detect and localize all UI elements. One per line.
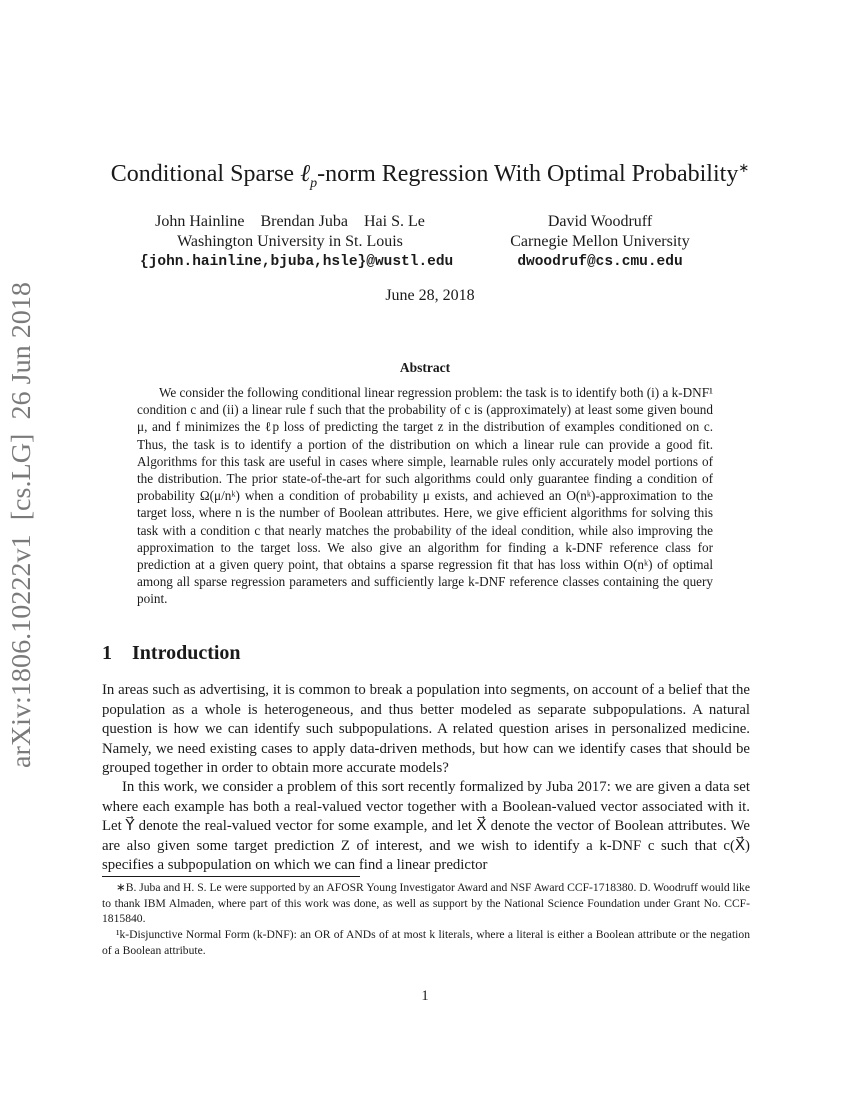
section-heading: [102, 642, 241, 665]
intro-paragraph-2: In this work, we consider a problem of this sort recently formalized by Juba 2017: we are given a data set where each example has both a real-valued vector together with a Boolean-valued vector associated with it. Let Y⃗ denote the real-valued vector for some example, and let X⃗ denote the vector of Boolean attributes. We are also given some target prediction Z of interest, and we wish to identify a k-DNF c such that c(X⃗) specifies a subpopulation on which we can find a linear predictor: [102, 779, 750, 874]
author-affiliation: Washington University in St. Louis: [177, 233, 403, 250]
section-number: 1: [102, 642, 112, 664]
arxiv-watermark: [0, 268, 40, 768]
title-ell: ℓ: [300, 161, 311, 187]
abstract-text: We consider the following conditional linear regression problem: the task is to identify both (i) a k-DNF¹ condition c and (ii) a linear rule f such that the probability of c is (approximately) at least some given bound μ, and f minimizes the ℓp loss of predicting the target z in the distribution of examples conditioned on c. Thus, the task is to identify a portion of the distribution on which a linear rule can provide a good fit. Algorithms for this task are useful in cases where simple, learnable rules only accurately model portions of the distribution. The prior state-of-the-art for such algorithms could only guarantee finding a condition of probability Ω(μ/nᵏ) when a condition of probability μ exists, and achieved an O(nᵏ)-approximation to the target loss, where n is the number of Boolean attributes. Here, we give efficient algorithms for solving this task with a condition c that nearly matches the probability of the ideal condition, while also improving the approximation to the target loss. We also give an algorithm for finding a k-DNF reference class for prediction at a given query point, that obtains a sparse regression fit that has loss within O(nᵏ) of optimal among all sparse regression parameters and sufficiently large k-DNF reference classes containing the query point.: [137, 385, 713, 607]
title-suffix: -norm Regression With Optimal Probability: [317, 161, 739, 187]
abstract-heading: Abstract: [399, 360, 451, 375]
footnote-kdnf: ¹k-Disjunctive Normal Form (k-DNF): an OR of ANDs of at most k literals, where a literal is either a Boolean attribute or the negation of a Boolean attribute.: [102, 928, 750, 957]
author-email: dwoodruf@cs.cmu.edu: [517, 254, 683, 270]
title-subscript: p: [310, 175, 318, 191]
title-footnote-mark: ∗: [738, 160, 750, 175]
author-names: David Woodruff: [547, 213, 653, 230]
intro-paragraph-1: In areas such as advertising, it is common to break a population into segments, on account of a belief that the population as a whole is heterogeneous, and thus better modeled as separate subpopulations. A natural question is how we can identify such subpopulations. A related question arises in personalized medicine. Namely, we need existing cases to apply data-driven methods, but how can we identify cases that should be grouped together in order to obtain more accurate models?: [102, 682, 750, 777]
footnote-funding: ∗B. Juba and H. S. Le were supported by an AFOSR Young Investigator Award and NSF Award CCF-1718380. D. Woodruff would like to thank IBM Almaden, where part of this work was done, as well as support by the National Science Foundation under Grant No. CCF-1815840.: [102, 881, 750, 926]
page-number: 1: [421, 988, 429, 1004]
author-group-wustl: [140, 212, 454, 272]
footnote-rule: [102, 876, 360, 877]
author-group-cmu: [495, 212, 705, 272]
title-prefix: Conditional Sparse: [110, 161, 301, 187]
author-affiliation: Carnegie Mellon University: [510, 233, 690, 250]
paper-title: [100, 152, 760, 200]
author-email: {john.hainline,bjuba,hsle}@wustl.edu: [140, 254, 454, 270]
arxiv-identifier: arXiv:1806.10222v1 [cs.LG] 26 Jun 2018: [6, 301, 36, 768]
author-names: John Hainline Brendan Juba Hai S. Le: [155, 213, 425, 230]
section-title: Introduction: [132, 642, 241, 664]
paper-date: June 28, 2018: [385, 287, 475, 304]
